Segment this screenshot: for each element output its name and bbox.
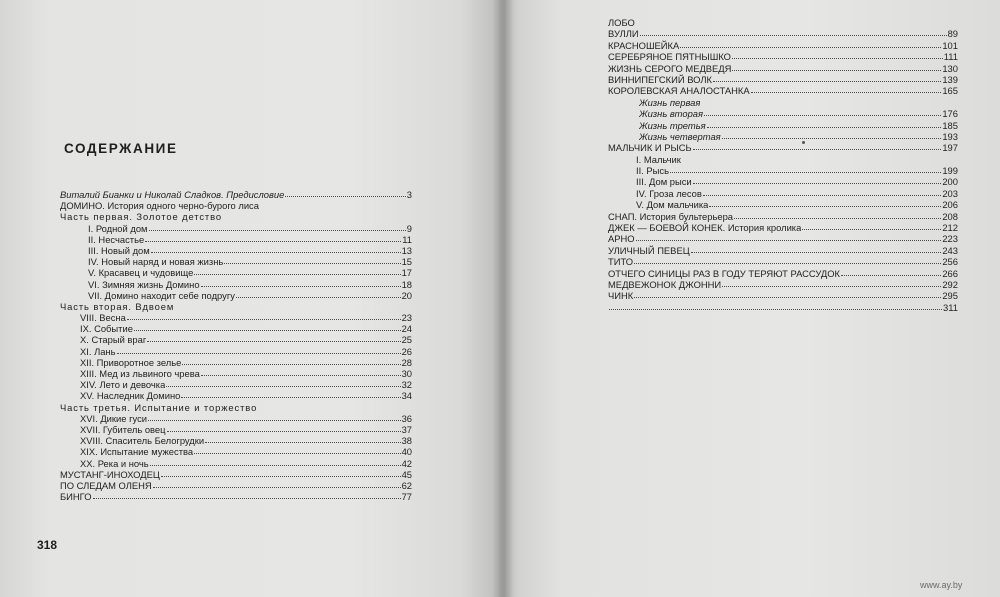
toc-entry-title: СЕРЕБРЯНОЕ ПЯТНЫШКО [608,51,731,63]
toc-leader-dots [670,170,941,173]
toc-entry-page: 17 [401,267,412,279]
toc-entry-row [80,357,412,368]
toc-entry-title: XIII. Мед из львиного чрева [80,368,200,379]
toc-leader-dots [149,228,406,231]
toc-entry-row [80,312,412,323]
toc-leader-dots [634,261,941,264]
toc-entry [500,199,1000,210]
toc-entry [500,51,1000,62]
toc-leader-dots [205,440,400,443]
toc-entry-title: XVII. Губитель овец [80,423,166,435]
toc-entry [0,469,500,480]
toc-left-list [0,189,500,502]
toc-entry-row [636,199,958,210]
toc-entry-page: 28 [401,356,412,368]
toc-entry-row [60,402,412,413]
toc-entry-title: МЕДВЕЖОНОК ДЖОННИ [608,278,722,290]
toc-entry-row [60,200,412,211]
toc-entry-page: 45 [401,468,412,480]
toc-entry [500,74,1000,85]
toc-entry [0,290,500,301]
toc-entry-title: КОРОЛЕВСКАЯ АНАЛОСТАНКА [608,85,750,97]
page-number: 318 [37,538,58,552]
toc-entry [500,40,1000,51]
toc-entry-page: 292 [942,278,958,290]
toc-entry [500,154,1000,165]
toc-entry [500,63,1000,74]
toc-leader-dots [707,125,942,128]
toc-entry-row [60,189,412,200]
toc-entry-row [608,85,958,96]
toc-entry-row [608,302,958,313]
toc-entry-title: ДЖЕК — БОЕВОЙ КОНЕК. История кролика [608,222,802,234]
toc-leader-dots [224,261,400,264]
toc-entry [0,379,500,390]
toc-entry-row [608,17,958,28]
toc-entry-title: БИНГО [60,491,92,503]
toc-entry [0,245,500,256]
toc-entry-row [80,446,412,457]
toc-entry-row [60,491,412,502]
toc-leader-dots [166,384,400,387]
toc-leader-dots [150,463,401,466]
toc-entry-row [88,267,412,278]
toc-entry [500,211,1000,222]
paper-speck [802,141,805,144]
toc-entry-title: Жизнь четвертая [639,130,721,142]
toc-leader-dots [680,45,941,48]
toc-entry-row [80,424,412,435]
toc-entry-title: XIV. Лето и девочка [80,379,166,391]
toc-entry-row [636,188,958,199]
toc-entry-page: 203 [942,187,958,199]
toc-entry-row [608,290,958,301]
toc-entry [0,424,500,435]
toc-entry-row [608,256,958,267]
toc-entry [0,435,500,446]
toc-entry-title: XVIII. Спаситель Белогрудки [80,435,205,447]
toc-entry-row [60,301,412,312]
toc-entry-page: 36 [401,412,412,424]
toc-entry [0,402,500,413]
toc-entry-row [88,279,412,290]
toc-entry-row [608,279,958,290]
toc-entry-title: V. Дом мальчика [636,199,709,211]
toc-entry-page: 62 [401,479,412,491]
toc-entry [0,413,500,424]
toc-entry [500,290,1000,301]
toc-leader-dots [802,227,941,230]
toc-entry-title: ТИТО [608,256,634,268]
toc-entry-page: 223 [942,233,958,245]
toc-entry [0,200,500,211]
toc-entry-title: ВИННИПЕГСКИЙ ВОЛК [608,73,712,85]
toc-entry-page: 111 [943,51,958,63]
toc-entry [0,211,500,222]
toc-right-list [500,17,1000,313]
toc-entry-row [608,40,958,51]
toc-entry [0,256,500,267]
toc-entry-row [80,346,412,357]
toc-entry [500,142,1000,153]
toc-entry-title: XI. Лань [80,345,116,357]
toc-entry-title: ЧИНК [608,290,634,302]
toc-entry-row [608,233,958,244]
toc-entry-row [60,211,412,222]
toc-entry [500,85,1000,96]
toc-entry-title: XII. Приворотное зелье [80,356,182,368]
toc-entry-page: 208 [942,210,958,222]
toc-entry-title: VI. Зимняя жизнь Домино [88,278,200,290]
toc-leader-dots [841,273,941,276]
toc-entry [500,28,1000,39]
toc-entry-page: 26 [401,345,412,357]
toc-leader-dots [732,68,941,71]
toc-leader-dots [117,351,401,354]
toc-leader-dots [732,56,943,59]
toc-entry [0,390,500,401]
toc-leader-dots [134,328,401,331]
toc-entry-row [80,334,412,345]
toc-leader-dots [693,181,942,184]
toc-entry-title: Часть первая. Золотое детство [60,211,223,223]
toc-entry-page: 200 [942,176,958,188]
toc-entry [500,17,1000,28]
toc-entry-page: 89 [947,28,958,40]
toc-leader-dots [751,90,942,93]
toc-entry-page: 18 [401,278,412,290]
toc-entry-title: XVI. Дикие гуси [80,412,147,424]
toc-leader-dots [636,238,942,241]
toc-entry-page: 311 [943,301,958,313]
toc-entry-row [80,435,412,446]
contents-heading: СОДЕРЖАНИЕ [64,141,178,156]
toc-entry-row [88,290,412,301]
toc-entry-row [80,323,412,334]
toc-entry-title: УЛИЧНЫЙ ПЕВЕЦ [608,244,690,256]
toc-entry-page: 212 [942,222,958,234]
toc-leader-dots [194,451,400,454]
toc-leader-dots [722,136,942,139]
toc-leader-dots [145,239,401,242]
toc-entry-title: III. Новый дом [88,244,150,256]
toc-entry-row [80,390,412,401]
toc-entry-title: МУСТАНГ-ИНОХОДЕЦ [60,468,160,480]
toc-entry-row [80,413,412,424]
toc-entry [0,446,500,457]
toc-entry [0,357,500,368]
toc-entry-page: 15 [401,256,412,268]
toc-leader-dots [127,317,401,320]
toc-entry-title: КРАСНОШЕЙКА [608,39,680,51]
toc-entry [0,223,500,234]
toc-entry-page: 206 [942,199,958,211]
toc-entry-page: 9 [406,222,412,234]
toc-leader-dots [722,284,941,287]
toc-entry-title: X. Старый враг [80,334,147,346]
toc-entry [500,256,1000,267]
toc-entry-title: Жизнь третья [639,119,706,131]
toc-entry-title: МАЛЬЧИК И РЫСЬ [608,142,692,154]
toc-entry-page: 24 [401,323,412,335]
toc-entry-title: ПО СЛЕДАМ ОЛЕНЯ [60,479,152,491]
toc-entry [500,120,1000,131]
toc-entry-row [639,97,958,108]
toc-entry-title: XV. Наследник Домино [80,390,181,402]
toc-entry-row [636,154,958,165]
toc-entry-row [80,368,412,379]
toc-entry [500,268,1000,279]
toc-entry-row [608,142,958,153]
right-page [500,0,1000,597]
toc-entry-page: 165 [942,85,958,97]
toc-leader-dots [194,272,400,275]
toc-entry [0,334,500,345]
toc-leader-dots [147,339,400,342]
toc-entry [0,480,500,491]
toc-entry-row [639,108,958,119]
toc-entry-page: 176 [942,108,958,120]
toc-entry-page: 199 [942,165,958,177]
toc-entry [0,323,500,334]
toc-entry-title: I. Мальчик [636,153,681,165]
toc-entry-page: 130 [942,62,958,74]
toc-entry [0,279,500,290]
toc-leader-dots [201,284,401,287]
toc-entry-page: 25 [401,334,412,346]
toc-entry-page: 30 [401,368,412,379]
toc-entry-row [88,256,412,267]
toc-entry-title: IV. Гроза лесов [636,187,702,199]
toc-entry-page: 295 [942,290,958,302]
toc-entry-title: Виталий Бианки и Николай Сладков. Предисловие [60,189,285,200]
toc-entry-title: XX. Река и ночь [80,457,149,469]
toc-entry-row [88,245,412,256]
toc-leader-dots [609,307,942,310]
toc-entry-title: ВУЛЛИ [608,28,639,40]
toc-entry-page: 139 [942,73,958,85]
toc-entry-page: 38 [401,435,412,447]
toc-entry-row [608,28,958,39]
toc-leader-dots [693,147,942,150]
toc-entry [0,491,500,502]
toc-leader-dots [236,295,401,298]
toc-leader-dots [148,418,401,421]
toc-entry-page: 20 [401,289,412,301]
toc-entry-title: V. Красавец и чудовище [88,267,194,279]
toc-entry-page: 13 [401,244,412,256]
toc-entry-title: Жизнь вторая [639,108,704,120]
toc-entry-row [608,268,958,279]
toc-entry [0,267,500,278]
toc-entry-title: ДОМИНО. История одного черно-бурого лиса [60,200,259,212]
toc-entry-page: 243 [942,244,958,256]
toc-entry-page: 256 [942,256,958,268]
toc-leader-dots [182,362,400,365]
toc-entry [500,165,1000,176]
toc-entry-title: I. Родной дом [88,222,148,234]
toc-entry [0,368,500,379]
toc-entry-title: ЖИЗНЬ СЕРОГО МЕДВЕДЯ [608,62,732,74]
toc-entry-row [80,458,412,469]
toc-entry [500,279,1000,290]
toc-leader-dots [161,474,401,477]
toc-entry [500,302,1000,313]
toc-entry [0,346,500,357]
toc-entry [0,234,500,245]
toc-entry-title: IV. Новый наряд и новая жизнь [88,256,224,268]
toc-entry [500,108,1000,119]
toc-entry [0,189,500,200]
toc-entry-row [608,51,958,62]
toc-entry-row [608,74,958,85]
toc-entry-row [88,223,412,234]
toc-entry-page: 197 [942,142,958,154]
toc-entry-title: АРНО [608,233,635,245]
toc-leader-dots [640,33,947,36]
toc-entry [500,233,1000,244]
toc-entry-row [60,469,412,480]
toc-entry-title: VII. Домино находит себе подругу [88,289,235,301]
toc-entry-title: XIX. Испытание мужества [80,446,194,458]
toc-entry-page: 11 [402,233,412,245]
toc-entry [0,458,500,469]
toc-entry-title: IX. Событие [80,323,133,335]
toc-entry [500,176,1000,187]
toc-entry-row [636,165,958,176]
toc-entry-row [608,245,958,256]
toc-entry-page: 77 [401,491,412,503]
toc-leader-dots [709,204,941,207]
toc-entry [0,312,500,323]
toc-entry-page: 266 [942,267,958,279]
toc-entry-page: 32 [401,379,412,391]
toc-leader-dots [713,79,941,82]
toc-entry-page: 101 [942,39,958,51]
toc-entry-row [608,222,958,233]
toc-entry-title: СНАП. История бультерьера [608,210,734,222]
toc-entry-title: ЛОБО [608,17,635,28]
toc-entry [500,97,1000,108]
toc-entry-row [60,480,412,491]
toc-entry-row [639,120,958,131]
toc-entry-page: 193 [942,130,958,142]
toc-entry-page: 42 [401,457,412,469]
toc-entry-page: 23 [401,312,412,324]
toc-entry-title: ОТЧЕГО СИНИЦЫ РАЗ В ГОДУ ТЕРЯЮТ РАССУДОК [608,267,840,279]
toc-entry [0,301,500,312]
toc-entry-title: II. Несчастье [88,233,145,245]
toc-leader-dots [151,250,401,253]
toc-leader-dots [691,250,942,253]
toc-entry [500,222,1000,233]
toc-entry-row [608,211,958,222]
toc-entry-title: Часть вторая. Вдвоем [60,300,175,312]
toc-leader-dots [285,194,405,197]
toc-entry-page: 3 [406,189,412,200]
toc-entry-page: 185 [942,119,958,131]
toc-entry [500,188,1000,199]
toc-leader-dots [181,395,400,398]
toc-leader-dots [634,295,941,298]
toc-entry-title: Жизнь первая [639,96,701,108]
toc-entry-title: II. Рысь [636,165,669,177]
toc-entry-row [639,131,958,142]
toc-entry-title: III. Дом рыси [636,176,692,188]
toc-entry-title: Часть третья. Испытание и торжество [60,401,258,413]
toc-entry-row [636,176,958,187]
toc-entry-row [608,63,958,74]
book-gutter [492,0,514,597]
watermark-text: www.ay.by [920,580,963,590]
toc-entry-title: VIII. Весна [80,312,126,324]
toc-entry-page: 34 [401,390,412,402]
toc-leader-dots [703,193,941,196]
toc-leader-dots [704,113,941,116]
toc-entry [500,131,1000,142]
toc-entry-row [88,234,412,245]
toc-leader-dots [167,429,401,432]
toc-leader-dots [153,485,401,488]
toc-leader-dots [734,216,941,219]
toc-entry-page: 37 [401,423,412,435]
toc-entry [500,245,1000,256]
toc-leader-dots [93,496,401,499]
toc-entry-row [80,379,412,390]
toc-entry-page: 40 [401,446,412,458]
toc-leader-dots [201,373,401,376]
